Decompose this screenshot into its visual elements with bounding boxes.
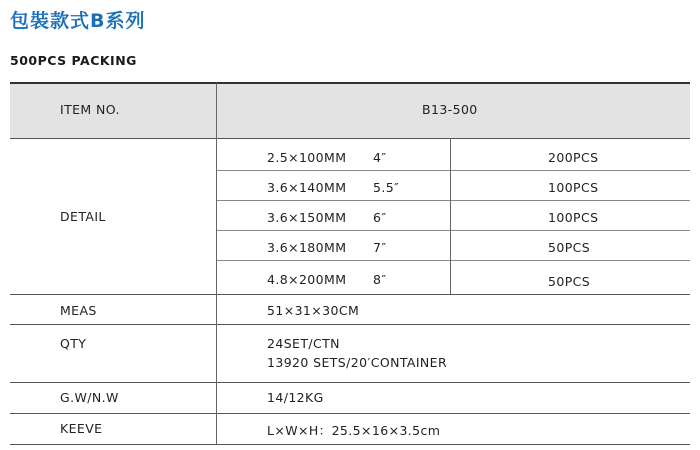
keeve-label: KEEVE bbox=[60, 421, 103, 436]
detail-qty: 100PCS bbox=[548, 210, 599, 225]
qty-per-carton: 24SET/CTN bbox=[267, 336, 340, 351]
weight-label: G.W/N.W bbox=[60, 390, 119, 405]
detail-row-divider bbox=[216, 230, 690, 231]
table-bottom-border bbox=[10, 444, 690, 445]
qty-label: QTY bbox=[60, 336, 87, 351]
detail-row-divider bbox=[216, 200, 690, 201]
qty-divider bbox=[10, 382, 690, 383]
detail-inch: 5.5″ bbox=[373, 180, 400, 195]
column-divider bbox=[216, 83, 217, 444]
packing-spec-table bbox=[10, 82, 690, 445]
detail-inch: 7″ bbox=[373, 240, 387, 255]
item-no-value: B13-500 bbox=[422, 102, 478, 117]
detail-label: DETAIL bbox=[60, 209, 106, 224]
qty-per-container: 13920 SETS/20′CONTAINER bbox=[267, 355, 448, 370]
detail-inch: 8″ bbox=[373, 272, 387, 287]
table-top-border bbox=[10, 82, 690, 84]
keeve-value: L×W×H：25.5×16×3.5cm bbox=[267, 423, 441, 438]
detail-row-divider bbox=[216, 170, 690, 171]
packing-subtitle: 500PCS PACKING bbox=[10, 53, 137, 68]
weight-value: 14/12KG bbox=[267, 390, 324, 405]
detail-qty: 50PCS bbox=[548, 274, 591, 289]
meas-value: 51×31×30CM bbox=[267, 303, 360, 318]
detail-size: 3.6×180MM bbox=[267, 240, 347, 255]
detail-size: 4.8×200MM bbox=[267, 272, 347, 287]
detail-section-divider bbox=[10, 294, 690, 295]
item-no-label: ITEM NO. bbox=[60, 102, 120, 117]
detail-size: 3.6×140MM bbox=[267, 180, 347, 195]
detail-qty-divider bbox=[450, 138, 451, 294]
detail-inch: 6″ bbox=[373, 210, 387, 225]
meas-label: MEAS bbox=[60, 303, 97, 318]
detail-size: 3.6×150MM bbox=[267, 210, 347, 225]
page-title: 包裝款式B系列 bbox=[10, 10, 146, 32]
detail-size: 2.5×100MM bbox=[267, 150, 347, 165]
meas-divider bbox=[10, 324, 690, 325]
header-divider bbox=[10, 138, 690, 139]
detail-row-divider bbox=[216, 260, 690, 261]
weight-divider bbox=[10, 413, 690, 414]
detail-qty: 50PCS bbox=[548, 240, 591, 255]
detail-qty: 200PCS bbox=[548, 150, 599, 165]
detail-inch: 4″ bbox=[373, 150, 387, 165]
detail-qty: 100PCS bbox=[548, 180, 599, 195]
